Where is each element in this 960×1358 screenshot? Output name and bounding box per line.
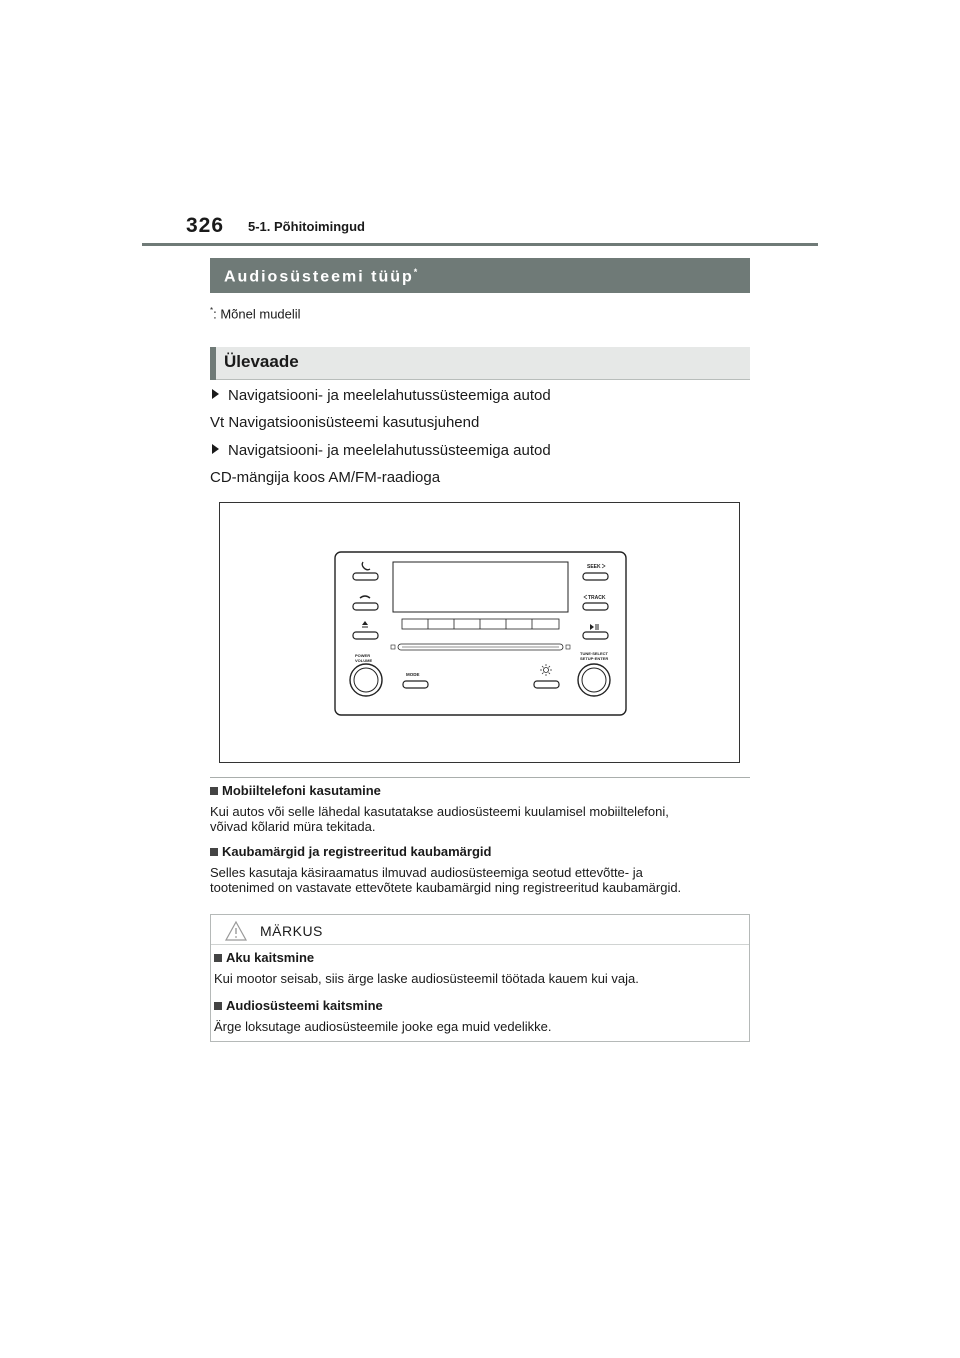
footnote-mark: * xyxy=(210,306,214,315)
warning-heading-text: Audiosüsteemi kaitsmine xyxy=(226,998,383,1013)
warning-divider xyxy=(211,944,749,945)
seek-label: SEEK xyxy=(587,564,601,570)
track-label: TRACK xyxy=(588,595,606,601)
footnote xyxy=(210,306,301,321)
header-rule xyxy=(142,243,818,246)
arrow-right-icon xyxy=(212,389,219,399)
item-bullet xyxy=(212,442,551,459)
square-bullet-icon xyxy=(210,848,218,856)
item-bullet-text: Navigatsiooni- ja meelelahutussüsteemiga autod xyxy=(228,387,551,404)
warning-text: Ärge loksutage audiosüsteemile jooke ega muid vedelikke. xyxy=(214,1019,552,1034)
notes-divider xyxy=(210,777,750,778)
arrow-right-icon xyxy=(212,444,219,454)
note-text: Kui autos või selle lähedal kasutatakse audiosüsteemi kuulamisel mobiiltelefoni, võivad kõlarid müra tekitada. xyxy=(210,804,669,834)
chapter-title: 5-1. Põhitoimingud xyxy=(248,219,365,234)
square-bullet-icon xyxy=(214,954,222,962)
tune-select-label: TUNE·SELECT xyxy=(580,651,608,656)
item-text: CD-mängija koos AM/FM-raadioga xyxy=(210,469,441,486)
square-bullet-icon xyxy=(214,1002,222,1010)
warning-text: Kui mootor seisab, siis ärge laske audiosüsteemil töötada kauem kui vaja. xyxy=(214,971,639,986)
warning-heading-text: Aku kaitsmine xyxy=(226,950,315,965)
warning-triangle-icon xyxy=(224,920,248,947)
subsection-title: Ülevaade xyxy=(224,352,299,371)
power-label: POWER xyxy=(355,653,371,658)
subsection-accent xyxy=(210,347,216,380)
section-title xyxy=(224,267,417,286)
audio-unit-illustration xyxy=(220,503,739,762)
warning-title: MÄRKUS xyxy=(260,923,323,939)
note-heading xyxy=(210,783,381,798)
item-bullet xyxy=(212,387,551,404)
note-heading xyxy=(210,844,491,859)
mode-label: MODE xyxy=(406,672,420,677)
note-text: Selles kasutaja käsiraamatus ilmuvad audiosüsteemiga seotud ettevõtte- ja tootenimed on vastavate ettevõtete kaubamärgid ning registreeritud kaubamärgid. xyxy=(210,865,682,895)
audio-unit-figure xyxy=(219,502,740,763)
note-heading-text: Mobiiltelefoni kasutamine xyxy=(222,783,381,798)
warning-heading xyxy=(214,950,314,965)
volume-label: VOLUME xyxy=(355,658,373,663)
note-heading-text: Kaubamärgid ja registreeritud kaubamärgid xyxy=(222,844,492,859)
footnote-text: : Mõnel mudelil xyxy=(213,306,301,322)
setup-enter-label: SETUP·ENTER xyxy=(580,656,609,661)
item-bullet-text: Navigatsiooni- ja meelelahutussüsteemiga autod xyxy=(228,442,551,459)
section-title-text: Audiosüsteemi tüüp xyxy=(224,268,414,286)
page-number: 326 xyxy=(186,214,225,237)
section-title-mark: * xyxy=(413,267,418,277)
warning-heading xyxy=(214,998,383,1013)
square-bullet-icon xyxy=(210,787,218,795)
item-text: Vt Navigatsioonisüsteemi kasutusjuhend xyxy=(210,414,480,431)
